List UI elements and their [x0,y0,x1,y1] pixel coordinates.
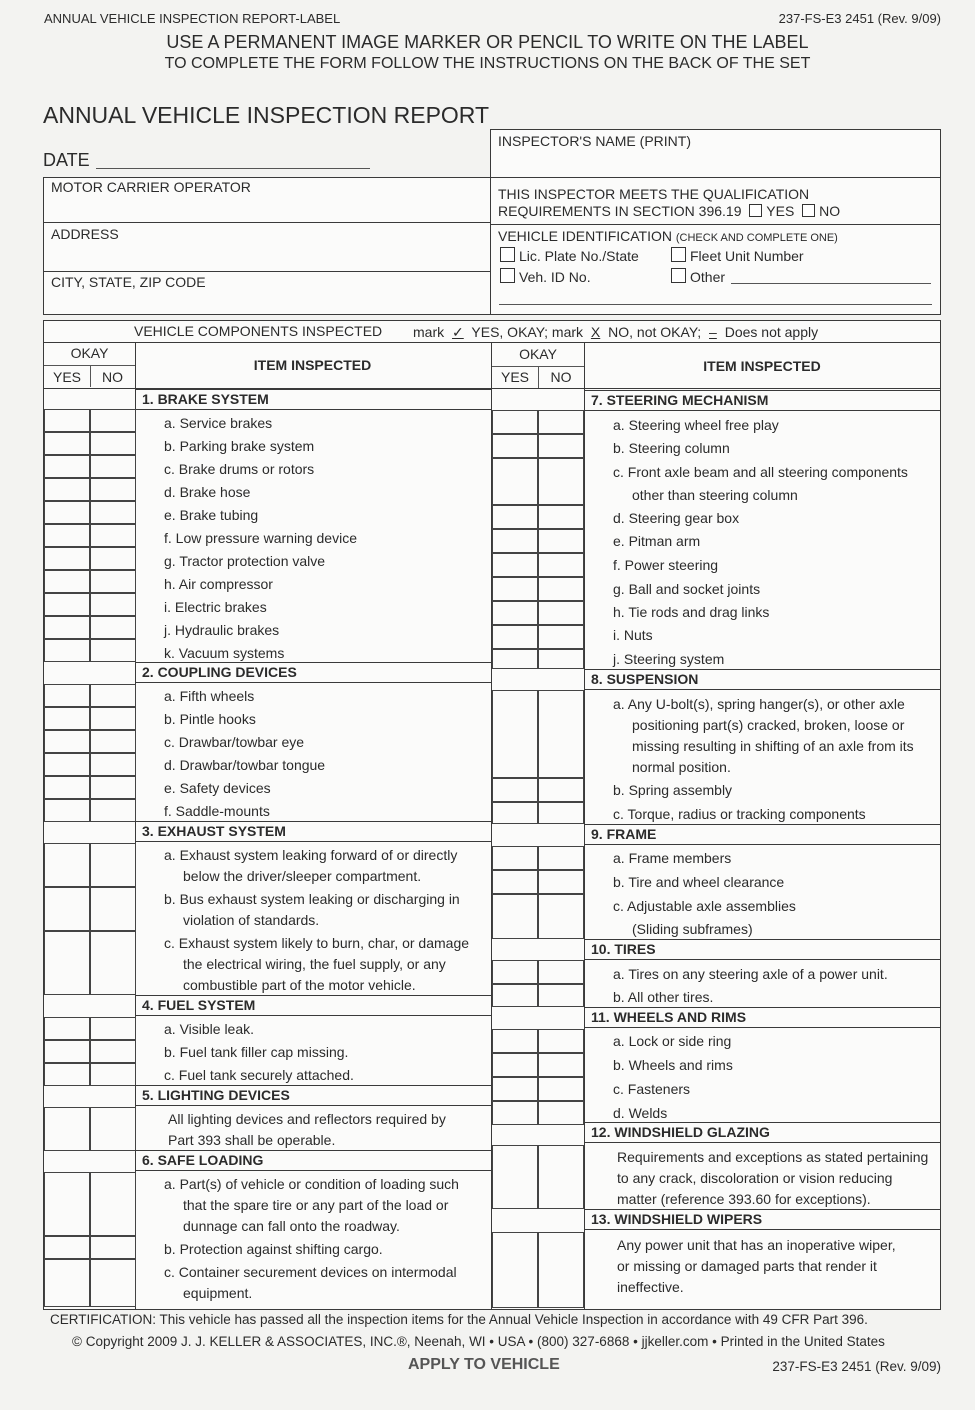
divider [584,410,941,411]
inspection-item: a. Fifth wheels [164,688,255,704]
inspection-item: c. Front axle beam and all steering components [613,464,908,480]
section-title-s12: 12. WINDSHIELD GLAZING [591,1124,770,1140]
yes-checkbox[interactable] [44,501,90,524]
inspection-item: d. Steering gear box [613,510,740,526]
legend-marks [413,324,818,341]
yes-checkbox[interactable] [44,1040,90,1063]
legend-yes-text: YES, OKAY; mark [471,324,584,340]
no-checkbox[interactable] [90,432,136,455]
inspection-item: h. Tie rods and drag links [613,604,770,620]
motor-carrier-label: MOTOR CARRIER OPERATOR [51,179,251,195]
no-checkbox[interactable] [90,570,136,593]
divider [584,689,941,690]
yes-checkbox[interactable] [492,1101,538,1125]
no-checkbox[interactable] [538,529,584,553]
no-checkbox[interactable] [90,1107,136,1151]
section-title-s6: 6. SAFE LOADING [142,1152,264,1168]
no-checkbox[interactable] [90,547,136,570]
divider [584,1027,941,1028]
no-checkbox[interactable] [90,1040,136,1063]
yes-checkbox[interactable] [44,1259,90,1307]
inspection-item: b. Protection against shifting cargo. [164,1241,383,1257]
yes-checkbox[interactable] [44,524,90,547]
vehicle-id-field[interactable] [499,304,932,305]
section-title-s10: 10. TIRES [591,941,656,957]
no-checkbox[interactable] [538,601,584,625]
inspection-item: c. Fuel tank securely attached. [164,1067,354,1083]
inspection-item: b. Parking brake system [164,438,315,454]
divider [135,821,491,822]
check-mark-icon: ✓ [452,324,464,340]
yes-checkbox[interactable] [44,684,90,707]
divider [584,959,941,960]
no-checkbox[interactable] [538,649,584,669]
yes-checkbox[interactable] [44,1172,90,1236]
divider [135,662,491,663]
yes-header-right: YES [500,369,529,385]
yes-checkbox[interactable] [492,1232,538,1308]
inspection-item: Requirements and exceptions as stated pertaining [617,1149,929,1165]
divider [135,1150,491,1151]
yes-checkbox[interactable] [44,931,90,995]
no-checkbox[interactable] [538,410,584,434]
divider [584,844,941,845]
section-title-s13: 13. WINDSHIELD WIPERS [591,1211,763,1227]
inspection-item: combustible part of the motor vehicle. [183,977,416,993]
inspection-item: b. Tire and wheel clearance [613,874,785,890]
yes-checkbox[interactable] [492,846,538,870]
fleet-unit-label: Fleet Unit Number [690,248,804,264]
inspection-item: j. Hydraulic brakes [164,622,280,638]
yes-checkbox[interactable] [492,802,538,824]
yes-checkbox[interactable] [492,870,538,894]
legend-no-text: NO, not OKAY; [608,324,702,340]
inspection-item: equipment. [183,1285,253,1301]
no-checkbox[interactable] [538,553,584,577]
veh-id-checkbox[interactable] [500,268,515,283]
date-label: DATE [43,150,90,170]
no-checkbox[interactable] [90,501,136,524]
inspection-item: a. Exhaust system leaking forward of or directly [164,847,458,863]
inspection-item: matter (reference 393.60 for exceptions). [617,1191,871,1207]
inspection-item: b. Steering column [613,440,730,456]
yes-checkbox[interactable] [44,1107,90,1151]
fleet-unit-checkbox[interactable] [671,247,686,262]
no-checkbox[interactable] [538,1029,584,1053]
yes-checkbox[interactable] [44,730,90,753]
yes-checkbox[interactable] [44,570,90,593]
no-checkbox[interactable] [90,1259,136,1307]
yes-checkbox[interactable] [44,547,90,570]
divider [584,1229,941,1230]
lic-plate-label: Lic. Plate No./State [519,248,639,264]
inspection-item: a. Steering wheel free play [613,417,779,433]
yes-checkbox[interactable] [492,690,538,778]
no-checkbox[interactable] [90,1172,136,1236]
no-checkbox[interactable] [90,799,136,822]
inspection-item: that the spare tire or any part of the load or [183,1197,449,1213]
yes-checkbox[interactable] [44,432,90,455]
inspection-item: missing resulting in shifting of an axle from its [632,738,914,754]
no-checkbox[interactable] [90,931,136,995]
no-checkbox[interactable] [538,960,584,984]
inspection-item: to any crack, discoloration or vision reducing [617,1170,893,1186]
inspection-item: e. Brake tubing [164,507,259,523]
yes-checkbox[interactable] [492,894,538,939]
carrier-info-box [43,177,491,315]
divider [43,342,941,343]
section-title-s11: 11. WHEELS AND RIMS [591,1009,747,1025]
yes-checkbox[interactable] [492,553,538,577]
legend-components: VEHICLE COMPONENTS INSPECTED [134,323,383,339]
inspection-item: b. Pintle hooks [164,711,256,727]
no-checkbox[interactable] [90,1017,136,1040]
no-checkbox[interactable] [538,802,584,824]
label-title: ANNUAL VEHICLE INSPECTION REPORT-LABEL [44,11,341,26]
no-checkbox[interactable] [90,843,136,887]
inspection-item: j. Steering system [613,651,725,667]
inspection-item: b. Fuel tank filler cap missing. [164,1044,349,1060]
inspection-item: b. Bus exhaust system leaking or discharging in [164,891,460,907]
yes-checkbox[interactable] [492,960,538,984]
no-checkbox[interactable] [538,894,584,939]
yes-checkbox[interactable] [44,478,90,501]
divider [44,271,490,272]
inspection-item: b. Wheels and rims [613,1057,733,1073]
inspection-item: b. All other tires. [613,989,714,1005]
section-title-s3: 3. EXHAUST SYSTEM [142,823,286,839]
item-inspected-header: ITEM INSPECTED [253,357,372,373]
inspection-item: d. Brake hose [164,484,251,500]
yes-checkbox[interactable] [44,799,90,822]
yes-checkbox[interactable] [492,625,538,649]
lic-plate-checkbox[interactable] [500,247,515,262]
no-checkbox[interactable] [538,1145,584,1209]
yes-checkbox[interactable] [44,593,90,616]
yes-checkbox[interactable] [492,1053,538,1077]
yes-checkbox[interactable] [492,529,538,553]
yes-checkbox[interactable] [44,455,90,478]
inspection-item: e. Safety devices [164,780,271,796]
divider [584,1007,941,1008]
no-checkbox[interactable] [90,455,136,478]
no-checkbox[interactable] [90,524,136,547]
okay-header-right: OKAY [519,346,557,362]
section-title-s4: 4. FUEL SYSTEM [142,997,256,1013]
yes-checkbox[interactable] [44,843,90,887]
inspection-item: a. Service brakes [164,415,273,431]
no-checkbox[interactable] [90,753,136,776]
inspection-item: f. Low pressure warning device [164,530,357,546]
inspection-item: a. Visible leak. [164,1021,255,1037]
address-label: ADDRESS [51,226,119,242]
yes-checkbox[interactable] [44,707,90,730]
x-mark-icon: X [590,324,601,340]
no-checkbox[interactable] [90,593,136,616]
footer-form-number: 237-FS-E3 2451 (Rev. 9/09) [772,1359,941,1374]
no-checkbox[interactable] [538,1101,584,1125]
divider [584,342,585,1310]
section-title-s2: 2. COUPLING DEVICES [142,664,297,680]
inspection-item: violation of standards. [183,912,320,928]
vehicle-id-box [490,177,941,315]
qualification-no-checkbox[interactable] [802,204,815,217]
yes-header: YES [52,369,81,385]
yes-checkbox[interactable] [44,776,90,799]
divider [135,1015,491,1016]
qualification-yes-label: YES [766,203,795,219]
yes-checkbox[interactable] [492,434,538,458]
instruction-line-1: USE A PERMANENT IMAGE MARKER OR PENCIL TO WRITE ON THE LABEL [166,32,809,52]
inspection-item: b. Spring assembly [613,782,733,798]
inspection-item: other than steering column [632,487,798,503]
inspection-item: i. Electric brakes [164,599,267,615]
okay-header: OKAY [70,345,109,361]
divider [135,1170,491,1171]
inspection-item: d. Welds [613,1105,668,1121]
legend-na-text: Does not apply [724,324,819,340]
inspection-item: k. Vacuum systems [164,645,285,661]
yes-checkbox[interactable] [492,984,538,1007]
qualification-no-label: NO [819,203,841,219]
inspection-item: c. Brake drums or rotors [164,461,315,477]
vehicle-id-label: VEHICLE IDENTIFICATION [498,228,672,244]
yes-checkbox[interactable] [492,1145,538,1209]
no-checkbox[interactable] [538,984,584,1007]
no-checkbox[interactable] [90,409,136,432]
yes-checkbox[interactable] [492,458,538,505]
apply-to-vehicle: APPLY TO VEHICLE [408,1356,560,1373]
no-checkbox[interactable] [538,1053,584,1077]
yes-checkbox[interactable] [44,1063,90,1086]
qualification-yes-checkbox[interactable] [749,204,762,217]
divider [135,1105,491,1106]
inspection-item: c. Fasteners [613,1081,691,1097]
no-checkbox[interactable] [538,778,584,802]
inspection-item: h. Air compressor [164,576,273,592]
yes-checkbox[interactable] [492,1029,538,1053]
divider [584,1209,941,1210]
yes-checkbox[interactable] [492,505,538,529]
divider [44,222,490,223]
no-checkbox[interactable] [90,707,136,730]
divider [135,995,491,996]
no-checkbox[interactable] [538,846,584,870]
copyright-text: © Copyright 2009 J. J. KELLER & ASSOCIATES, INC.®, Neenah, WI • USA • (800) 327-6868 • jjkeller.com • Printed in the United States [72,1334,885,1349]
inspection-item: a. Frame members [613,850,732,866]
qualification-line-1: THIS INSPECTOR MEETS THE QUALIFICATION [498,186,810,202]
no-checkbox[interactable] [90,616,136,639]
yes-checkbox[interactable] [44,753,90,776]
divider [584,939,941,940]
yes-checkbox[interactable] [44,1236,90,1259]
inspection-item: c. Drawbar/towbar eye [164,734,305,750]
inspection-item: (Sliding subframes) [632,921,753,937]
dash-mark-icon: – [709,324,717,340]
yes-checkbox[interactable] [44,639,90,662]
inspection-item: ineffective. [617,1279,684,1295]
no-checkbox[interactable] [90,1236,136,1259]
no-header: NO [102,369,123,385]
section-title-s8: 8. SUSPENSION [591,671,699,687]
inspection-item: c. Torque, radius or tracking components [613,806,866,822]
inspection-item: i. Nuts [613,627,653,643]
no-checkbox[interactable] [90,639,136,662]
yes-checkbox[interactable] [492,577,538,601]
inspection-item: below the driver/sleeper compartment. [183,868,422,884]
no-checkbox[interactable] [538,434,584,458]
form-number: 237-FS-E3 2451 (Rev. 9/09) [778,11,941,26]
inspection-item: normal position. [632,759,731,775]
yes-checkbox[interactable] [44,887,90,931]
no-header-right: NO [550,369,572,385]
other-checkbox[interactable] [671,268,686,283]
inspection-item: g. Ball and socket joints [613,581,761,597]
no-checkbox[interactable] [538,577,584,601]
divider [584,1142,941,1143]
inspection-item: c. Container securement devices on intermodal [164,1264,457,1280]
yes-checkbox[interactable] [492,410,538,434]
inspection-item: f. Saddle-mounts [164,803,270,819]
inspection-item: f. Power steering [613,557,719,573]
inspection-item: All lighting devices and reflectors required by [168,1111,446,1127]
no-checkbox[interactable] [90,684,136,707]
no-checkbox[interactable] [90,478,136,501]
section-title-s7: 7. STEERING MECHANISM [591,392,769,408]
inspection-item: c. Adjustable axle assemblies [613,898,796,914]
yes-checkbox[interactable] [492,1077,538,1101]
divider [584,1122,941,1123]
inspection-item: the electrical wiring, the fuel supply, or any [183,956,446,972]
divider [491,224,940,225]
inspection-item: e. Pitman arm [613,533,701,549]
no-checkbox[interactable] [538,870,584,894]
no-checkbox[interactable] [90,730,136,753]
yes-checkbox[interactable] [44,409,90,432]
inspection-item: a. Lock or side ring [613,1033,732,1049]
inspection-item: Part 393 shall be operable. [168,1132,336,1148]
inspector-name-label: INSPECTOR'S NAME (PRINT) [498,133,691,149]
divider [584,669,941,670]
no-checkbox[interactable] [538,458,584,505]
inspection-item: a. Part(s) of vehicle or condition of loading such [164,1176,459,1192]
yes-checkbox[interactable] [44,1017,90,1040]
divider [584,824,941,825]
qualification-line-2: REQUIREMENTS IN SECTION 396.19 [498,203,742,219]
inspection-item: a. Any U-bolt(s), spring hanger(s), or other axle [613,696,905,712]
yes-checkbox[interactable] [492,649,538,669]
divider [135,389,491,390]
no-checkbox[interactable] [538,1077,584,1101]
inspection-item: dunnage can fall onto the roadway. [183,1218,400,1234]
section-title-s1: 1. BRAKE SYSTEM [142,391,269,407]
inspection-item: or missing or damaged parts that render it [617,1258,877,1274]
divider [135,682,491,683]
instruction-line-2: TO COMPLETE THE FORM FOLLOW THE INSTRUCTIONS ON THE BACK OF THE SET [164,55,811,72]
report-title: ANNUAL VEHICLE INSPECTION REPORT [43,102,490,128]
no-checkbox[interactable] [538,690,584,778]
section-title-s9: 9. FRAME [591,826,657,842]
inspection-item: c. Exhaust system likely to burn, char, or damage [164,935,470,951]
divider [135,841,491,842]
divider [90,365,91,387]
legend-mark-word: mark [413,324,445,340]
inspection-item: g. Tractor protection valve [164,553,326,569]
item-inspected-header-right: ITEM INSPECTED [703,358,821,374]
divider [584,390,941,391]
yes-checkbox[interactable] [44,616,90,639]
divider [135,409,491,410]
city-state-zip-label: CITY, STATE, ZIP CODE [51,274,206,290]
inspection-item: positioning part(s) cracked, broken, loose or [632,717,905,733]
yes-checkbox[interactable] [492,601,538,625]
no-checkbox[interactable] [538,1232,584,1308]
inspector-name-field[interactable] [490,129,941,179]
no-checkbox[interactable] [90,887,136,931]
yes-checkbox[interactable] [492,778,538,802]
no-checkbox[interactable] [90,1063,136,1086]
vehicle-id-note: (CHECK AND COMPLETE ONE) [675,232,838,244]
no-checkbox[interactable] [538,625,584,649]
no-checkbox[interactable] [90,776,136,799]
other-field[interactable] [731,283,931,284]
inspection-item: a. Tires on any steering axle of a power unit. [613,966,888,982]
divider [538,366,539,388]
certification-text: CERTIFICATION: This vehicle has passed all the inspection items for the Annual Vehicle Inspection in accordance with 49 CFR Part 396. [50,1312,868,1327]
divider [135,1085,491,1086]
inspection-item: Any power unit that has an inoperative wiper, [617,1237,896,1253]
date-field[interactable] [96,168,370,169]
other-label: Other [690,269,726,285]
section-title-s5: 5. LIGHTING DEVICES [142,1087,290,1103]
veh-id-label: Veh. ID No. [519,269,591,285]
inspection-item: d. Drawbar/towbar tongue [164,757,326,773]
no-checkbox[interactable] [538,505,584,529]
